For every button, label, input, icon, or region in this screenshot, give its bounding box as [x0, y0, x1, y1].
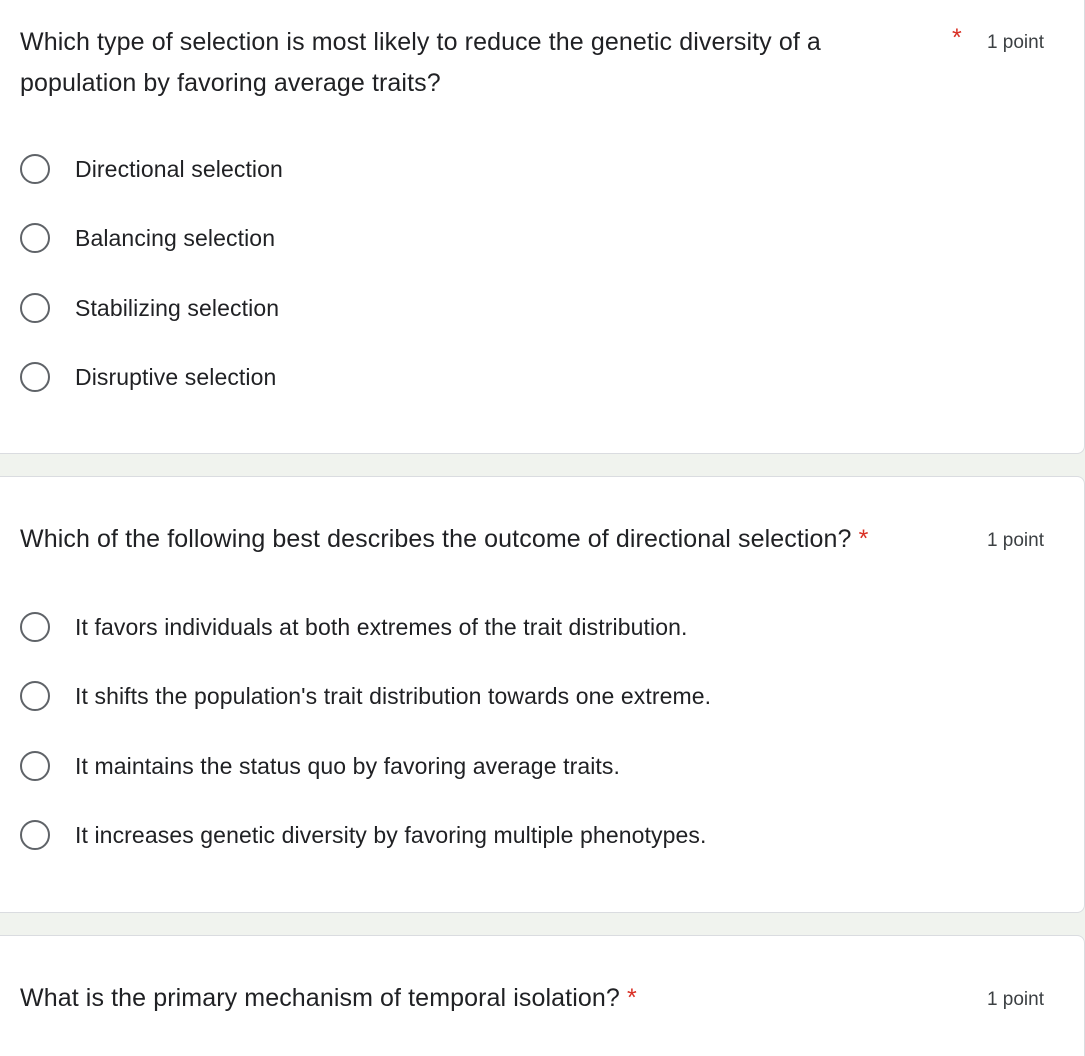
option-label: Balancing selection: [75, 224, 276, 251]
option-label: It shifts the population's trait distribution towards one extreme.: [75, 682, 712, 709]
option-increases-diversity[interactable]: [20, 818, 706, 852]
question-header-1: [20, 22, 1044, 104]
option-label: It favors individuals at both extremes of the trait distribution.: [75, 613, 688, 640]
question-title-1: Which type of selection is most likely to reduce the genetic diversity of a population by favoring average traits?: [20, 28, 821, 97]
option-label: Disruptive selection: [75, 363, 277, 390]
required-asterisk: *: [626, 984, 637, 1012]
question-header-2: [20, 519, 1044, 560]
required-asterisk: *: [952, 24, 962, 52]
points-label: 1 point: [986, 32, 1044, 53]
required-asterisk: *: [858, 525, 869, 553]
radio-button[interactable]: [20, 751, 50, 781]
question-card-3: [0, 935, 1085, 1056]
points-label: 1 point: [986, 530, 1044, 551]
option-balancing-selection[interactable]: [20, 221, 275, 255]
radio-button[interactable]: [20, 362, 50, 392]
option-directional-selection[interactable]: [20, 152, 283, 186]
radio-button[interactable]: [20, 154, 50, 184]
question-card-1: [0, 0, 1085, 454]
option-disruptive-selection[interactable]: [20, 360, 276, 394]
radio-button[interactable]: [20, 293, 50, 323]
radio-button[interactable]: [20, 681, 50, 711]
points-label: 1 point: [986, 989, 1044, 1010]
option-favors-both-extremes[interactable]: [20, 610, 687, 644]
question-card-2: [0, 476, 1085, 913]
question-title-3: What is the primary mechanism of temporal isolation? *: [20, 984, 637, 1012]
option-stabilizing-selection[interactable]: [20, 291, 279, 325]
radio-button[interactable]: [20, 223, 50, 253]
radio-button[interactable]: [20, 612, 50, 642]
option-maintains-status-quo[interactable]: [20, 749, 620, 783]
option-label: Stabilizing selection: [75, 294, 280, 321]
option-label: Directional selection: [75, 155, 283, 182]
question-header-3: [20, 978, 1044, 1019]
option-shifts-toward-one-extreme[interactable]: [20, 679, 711, 713]
question-title-2: Which of the following best describes the outcome of directional selection? *: [20, 525, 869, 553]
option-label: It maintains the status quo by favoring average traits.: [75, 752, 621, 779]
option-label: It increases genetic diversity by favoring multiple phenotypes.: [75, 821, 707, 848]
radio-button[interactable]: [20, 820, 50, 850]
